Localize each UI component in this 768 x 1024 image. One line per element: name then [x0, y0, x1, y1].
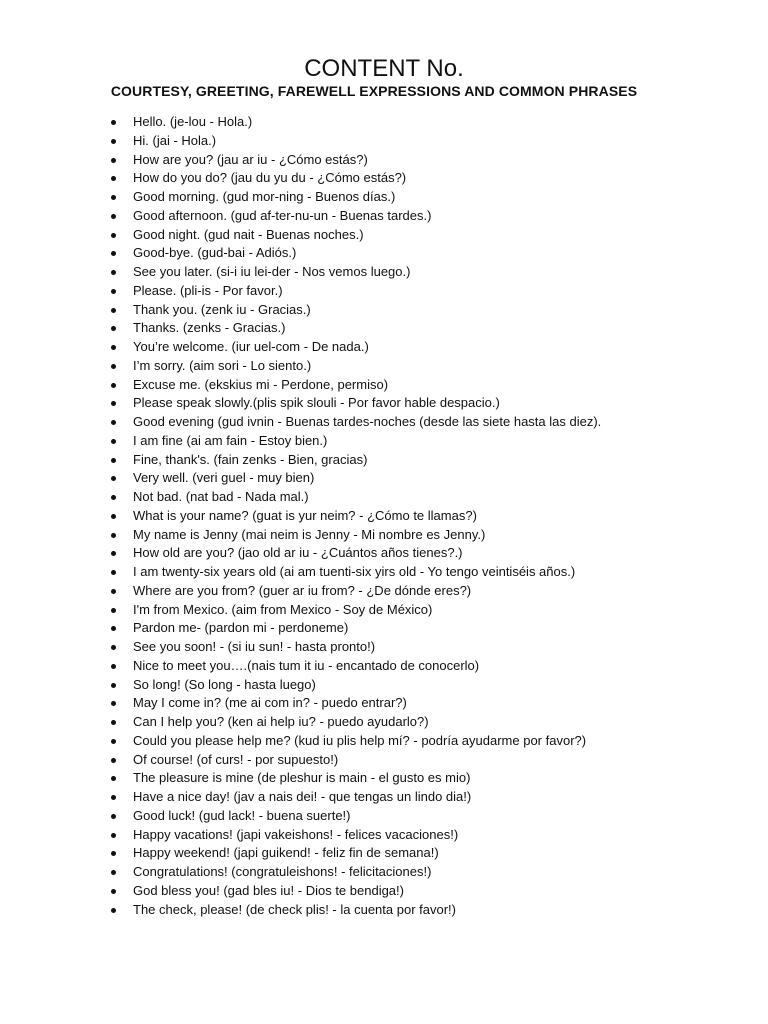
bullet-icon	[111, 664, 116, 669]
bullet-icon	[111, 683, 116, 688]
bullet-icon	[111, 533, 116, 538]
phrase-item	[108, 469, 748, 488]
phrase-item	[108, 188, 748, 207]
phrase-item	[108, 619, 748, 638]
phrase-item	[108, 676, 748, 695]
bullet-icon	[111, 626, 116, 631]
bullet-icon	[111, 233, 116, 238]
bullet-icon	[111, 833, 116, 838]
bullet-icon	[111, 645, 116, 650]
bullet-icon	[111, 758, 116, 763]
bullet-icon	[111, 739, 116, 744]
phrase-item	[108, 244, 748, 263]
phrase-text: What is your name? (guat is yur neim? - ¿Cómo te llamas?)	[133, 507, 477, 523]
phrase-text: Happy weekend! (japi guikend! - feliz fin de semana!)	[133, 845, 439, 861]
bullet-icon	[111, 383, 116, 388]
phrase-text: The pleasure is mine (de pleshur is main - el gusto es mio)	[133, 770, 471, 786]
phrase-item	[108, 394, 748, 413]
phrase-item	[108, 807, 748, 826]
phrase-item	[108, 844, 748, 863]
phrase-item	[108, 863, 748, 882]
phrase-text: Good evening (gud ivnin - Buenas tardes-noches (desde las siete hasta las diez).	[133, 414, 602, 429]
phrase-text: God bless you! (gad bles iu! - Dios te bendiga!)	[133, 882, 404, 898]
phrase-text: Good-bye. (gud-bai - Adiós.)	[133, 245, 297, 261]
phrase-item	[108, 601, 748, 620]
phrase-item	[108, 694, 748, 713]
document-subtitle: COURTESY, GREETING, FAREWELL EXPRESSIONS AND COMMON PHRASES	[110, 83, 638, 99]
phrase-text: Nice to meet you….(nais tum it iu - encantado de conocerlo)	[133, 657, 480, 673]
phrase-item	[108, 769, 748, 788]
bullet-icon	[111, 776, 116, 781]
phrase-text: You’re welcome. (iur uel-com - De nada.)	[133, 339, 369, 354]
phrase-text: Good luck! (gud lack! - buena suerte!)	[133, 807, 351, 823]
phrase-item	[108, 151, 748, 170]
phrase-item	[108, 226, 748, 245]
bullet-icon	[111, 139, 116, 144]
phrase-text: Thanks. (zenks - Gracias.)	[133, 320, 286, 336]
phrase-text: Good morning. (gud mor-ning - Buenos días.)	[133, 189, 396, 204]
phrase-text: Congratulations! (congratuleishons! - felicitaciones!)	[133, 864, 432, 879]
bullet-icon	[111, 720, 116, 725]
document-title: CONTENT No.	[304, 55, 464, 82]
bullet-icon	[111, 289, 116, 294]
phrase-text: Good night. (gud nait - Buenas noches.)	[133, 226, 364, 242]
phrase-text: Could you please help me? (kud iu plis help mí? - podría ayudarme por favor?)	[133, 732, 587, 748]
phrase-item	[108, 263, 748, 282]
phrase-text: My name is Jenny (mai neim is Jenny - Mi nombre es Jenny.)	[133, 526, 486, 542]
phrase-item	[108, 751, 748, 770]
phrase-text: Pardon me- (pardon mi - perdoneme)	[133, 620, 349, 636]
bullet-icon	[111, 176, 116, 181]
bullet-icon	[111, 476, 116, 481]
phrase-text: I am fine (ai am fain - Estoy bien.)	[133, 432, 328, 448]
phrase-text: The check, please! (de check plis! - la cuenta por favor!)	[133, 901, 456, 917]
bullet-icon	[111, 495, 116, 500]
phrase-item	[108, 582, 748, 601]
phrase-item	[108, 338, 748, 357]
bullet-icon	[111, 270, 116, 275]
bullet-icon	[111, 364, 116, 369]
phrase-text: Of course! (of curs! - por supuesto!)	[133, 751, 339, 767]
phrase-item	[108, 301, 748, 320]
bullet-icon	[111, 701, 116, 706]
phrase-item	[108, 638, 748, 657]
phrase-item	[108, 713, 748, 732]
phrase-item	[108, 376, 748, 395]
phrase-item	[108, 207, 748, 226]
phrase-text: I am twenty-six years old (ai am tuenti-six yirs old - Yo tengo veintiséis años.)	[133, 564, 576, 579]
phrase-item	[108, 357, 748, 376]
bullet-icon	[111, 851, 116, 856]
phrase-text: See you soon! - (si iu sun! - hasta pronto!)	[133, 639, 376, 654]
phrase-item	[108, 169, 748, 188]
phrase-text: May I come in? (me ai com in? - puedo entrar?)	[133, 695, 407, 711]
phrase-item	[108, 282, 748, 301]
phrase-text: Good afternoon. (gud af-ter-nu-un - Buenas tardes.)	[133, 207, 432, 223]
bullet-icon	[111, 195, 116, 200]
bullet-icon	[111, 889, 116, 894]
bullet-icon	[111, 551, 116, 556]
phrase-item	[108, 132, 748, 151]
phrase-text: How old are you? (jao old ar iu - ¿Cuántos años tienes?.)	[133, 545, 463, 561]
bullet-icon	[111, 589, 116, 594]
phrase-item	[108, 413, 748, 432]
bullet-icon	[111, 795, 116, 800]
phrase-item	[108, 563, 748, 582]
phrase-text: I'm from Mexico. (aim from Mexico - Soy de México)	[133, 601, 433, 617]
phrase-text: See you later. (si-i iu lei-der - Nos vemos luego.)	[133, 264, 411, 279]
phrase-text: Thank you. (zenk iu - Gracias.)	[133, 301, 311, 317]
bullet-icon	[111, 251, 116, 256]
bullet-icon	[111, 401, 116, 406]
phrase-text: Happy vacations! (japi vakeishons! - felices vacaciones!)	[133, 826, 459, 842]
phrase-list	[108, 113, 748, 919]
phrase-text: Please. (pli-is - Por favor.)	[133, 282, 283, 298]
bullet-icon	[111, 308, 116, 313]
phrase-item	[108, 732, 748, 751]
phrase-item	[108, 432, 748, 451]
phrase-item	[108, 826, 748, 845]
phrase-item	[108, 788, 748, 807]
phrase-text: Excuse me. (ekskius mi - Perdone, permiso)	[133, 376, 389, 392]
phrase-item	[108, 451, 748, 470]
phrase-item	[108, 901, 748, 920]
phrase-text: Very well. (veri guel - muy bien)	[133, 470, 315, 486]
phrase-text: Hello. (je-lou - Hola.)	[133, 114, 253, 129]
phrase-text: Fine, thank's. (fain zenks - Bien, gracias)	[133, 451, 368, 467]
phrase-text: Have a nice day! (jav a nais dei! - que tengas un lindo dia!)	[133, 789, 472, 804]
phrase-text: Where are you from? (guer ar iu from? - ¿De dónde eres?)	[133, 582, 472, 598]
phrase-text: Hi. (jai - Hola.)	[133, 132, 217, 148]
phrase-item	[108, 882, 748, 901]
bullet-icon	[111, 514, 116, 519]
bullet-icon	[111, 439, 116, 444]
phrase-item	[108, 657, 748, 676]
bullet-icon	[111, 608, 116, 613]
phrase-item	[108, 526, 748, 545]
phrase-item	[108, 488, 748, 507]
bullet-icon	[111, 214, 116, 219]
phrase-text: So long! (So long - hasta luego)	[133, 676, 316, 692]
bullet-icon	[111, 420, 116, 425]
phrase-text: Can I help you? (ken ai help iu? - puedo ayudarlo?)	[133, 714, 429, 729]
bullet-icon	[111, 814, 116, 819]
phrase-item	[108, 319, 748, 338]
phrase-text: I’m sorry. (aim sori - Lo siento.)	[133, 357, 312, 373]
bullet-icon	[111, 120, 116, 125]
phrase-text: Not bad. (nat bad - Nada mal.)	[133, 489, 309, 504]
phrase-item	[108, 507, 748, 526]
bullet-icon	[111, 908, 116, 913]
phrase-text: Please speak slowly.(plis spik slouli - Por favor hable despacio.)	[133, 395, 500, 411]
phrase-text: How are you? (jau ar iu - ¿Cómo estás?)	[133, 151, 368, 167]
bullet-icon	[111, 326, 116, 331]
bullet-icon	[111, 570, 116, 575]
phrase-item	[108, 544, 748, 563]
bullet-icon	[111, 870, 116, 875]
bullet-icon	[111, 158, 116, 163]
phrase-text: How do you do? (jau du yu du - ¿Cómo estás?)	[133, 170, 407, 186]
bullet-icon	[111, 345, 116, 350]
phrase-item	[108, 113, 748, 132]
bullet-icon	[111, 458, 116, 463]
